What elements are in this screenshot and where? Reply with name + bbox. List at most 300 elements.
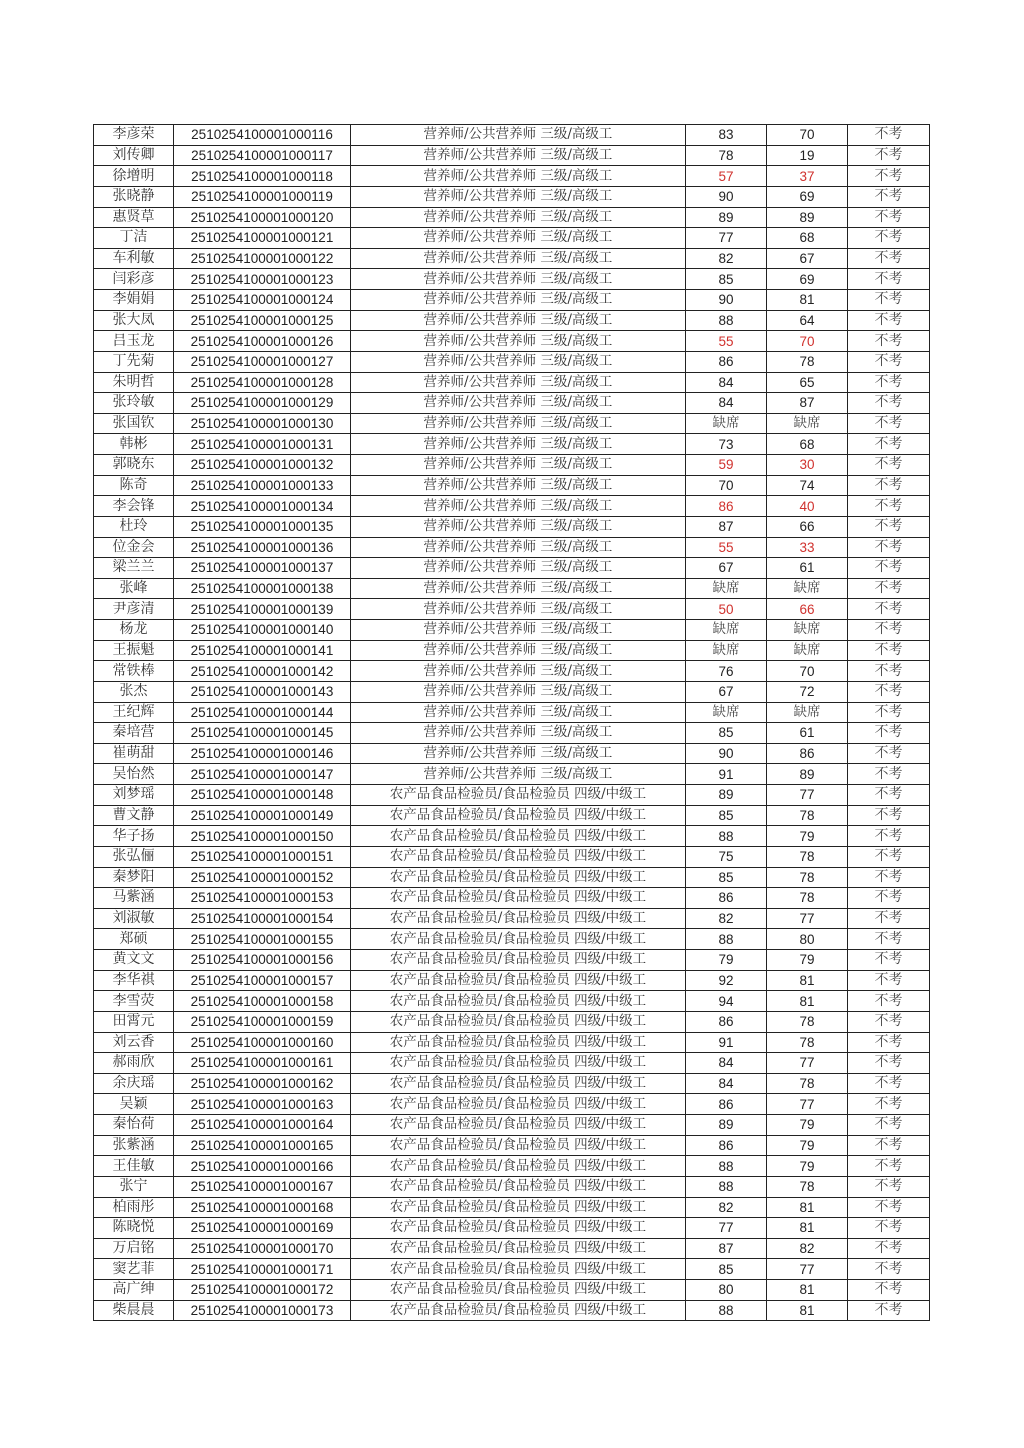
occupation-level: 农产品食品检验员/食品检验员 四级/中级工 [351,1176,686,1197]
theory-score: 89 [686,207,767,228]
candidate-name: 吴颖 [94,1094,174,1115]
exam-status: 不考 [848,723,930,744]
exam-status: 不考 [848,1115,930,1136]
table-row [94,186,930,207]
skill-score: 70 [767,331,848,352]
candidate-name: 秦梦阳 [94,867,174,888]
occupation-level: 营养师/公共营养师 三级/高级工 [351,475,686,496]
candidate-id: 2510254100001000168 [174,1197,351,1218]
theory-score: 92 [686,970,767,991]
occupation-level: 营养师/公共营养师 三级/高级工 [351,269,686,290]
exam-status: 不考 [848,599,930,620]
candidate-name: 位金会 [94,537,174,558]
theory-score: 缺席 [686,640,767,661]
candidate-name: 丁洁 [94,228,174,249]
exam-status: 不考 [848,413,930,434]
exam-status: 不考 [848,455,930,476]
candidate-id: 2510254100001000156 [174,950,351,971]
candidate-id: 2510254100001000135 [174,516,351,537]
skill-score: 69 [767,186,848,207]
table-row [94,867,930,888]
exam-status: 不考 [848,1011,930,1032]
candidate-id: 2510254100001000173 [174,1300,351,1321]
table-row [94,888,930,909]
occupation-level: 农产品食品检验员/食品检验员 四级/中级工 [351,991,686,1012]
candidate-name: 郭晓东 [94,455,174,476]
exam-status: 不考 [848,434,930,455]
candidate-id: 2510254100001000128 [174,372,351,393]
candidate-name: 秦培营 [94,723,174,744]
table-row [94,455,930,476]
candidate-id: 2510254100001000133 [174,475,351,496]
occupation-level: 营养师/公共营养师 三级/高级工 [351,434,686,455]
table-row [94,620,930,641]
theory-score: 82 [686,1197,767,1218]
theory-score: 86 [686,351,767,372]
candidate-name: 马紫涵 [94,888,174,909]
candidate-id: 2510254100001000166 [174,1156,351,1177]
occupation-level: 营养师/公共营养师 三级/高级工 [351,290,686,311]
exam-status: 不考 [848,1073,930,1094]
table-row [94,681,930,702]
candidate-name: 李会锋 [94,496,174,517]
skill-score: 78 [767,1176,848,1197]
occupation-level: 营养师/公共营养师 三级/高级工 [351,351,686,372]
occupation-level: 营养师/公共营养师 三级/高级工 [351,496,686,517]
table-row [94,537,930,558]
skill-score: 81 [767,1300,848,1321]
theory-score: 88 [686,1300,767,1321]
skill-score: 80 [767,929,848,950]
theory-score: 82 [686,908,767,929]
theory-score: 86 [686,1011,767,1032]
candidate-id: 2510254100001000155 [174,929,351,950]
theory-score: 88 [686,310,767,331]
theory-score: 90 [686,186,767,207]
occupation-level: 营养师/公共营养师 三级/高级工 [351,537,686,558]
candidate-name: 秦怡荷 [94,1115,174,1136]
exam-status: 不考 [848,743,930,764]
skill-score: 37 [767,166,848,187]
candidate-name: 柴晨晨 [94,1300,174,1321]
exam-status: 不考 [848,186,930,207]
table-row [94,372,930,393]
candidate-name: 王佳敏 [94,1156,174,1177]
candidate-id: 2510254100001000167 [174,1176,351,1197]
exam-status: 不考 [848,166,930,187]
occupation-level: 农产品食品检验员/食品检验员 四级/中级工 [351,1259,686,1280]
theory-score: 67 [686,558,767,579]
candidate-id: 2510254100001000161 [174,1053,351,1074]
theory-score: 77 [686,228,767,249]
theory-score: 85 [686,1259,767,1280]
candidate-name: 张紫涵 [94,1135,174,1156]
table-row [94,1259,930,1280]
exam-status: 不考 [848,888,930,909]
occupation-level: 农产品食品检验员/食品检验员 四级/中级工 [351,929,686,950]
candidate-id: 2510254100001000117 [174,145,351,166]
skill-score: 81 [767,1280,848,1301]
theory-score: 缺席 [686,702,767,723]
table-row [94,1011,930,1032]
theory-score: 55 [686,537,767,558]
table-row [94,846,930,867]
candidate-id: 2510254100001000160 [174,1032,351,1053]
skill-score: 72 [767,681,848,702]
skill-score: 61 [767,723,848,744]
theory-score: 80 [686,1280,767,1301]
exam-status: 不考 [848,970,930,991]
exam-status: 不考 [848,537,930,558]
candidate-name: 王振魁 [94,640,174,661]
occupation-level: 农产品食品检验员/食品检验员 四级/中级工 [351,1094,686,1115]
occupation-level: 营养师/公共营养师 三级/高级工 [351,661,686,682]
skill-score: 79 [767,1115,848,1136]
skill-score: 缺席 [767,702,848,723]
table-row [94,290,930,311]
occupation-level: 农产品食品检验员/食品检验员 四级/中级工 [351,908,686,929]
occupation-level: 营养师/公共营养师 三级/高级工 [351,578,686,599]
theory-score: 缺席 [686,620,767,641]
exam-status: 不考 [848,702,930,723]
table-row [94,970,930,991]
skill-score: 78 [767,867,848,888]
table-row [94,743,930,764]
candidate-id: 2510254100001000146 [174,743,351,764]
skill-score: 78 [767,888,848,909]
table-row [94,1176,930,1197]
theory-score: 85 [686,269,767,290]
table-row [94,1280,930,1301]
candidate-id: 2510254100001000148 [174,785,351,806]
skill-score: 19 [767,145,848,166]
theory-score: 57 [686,166,767,187]
skill-score: 64 [767,310,848,331]
skill-score: 缺席 [767,620,848,641]
theory-score: 90 [686,290,767,311]
table-row [94,1135,930,1156]
theory-score: 77 [686,1218,767,1239]
theory-score: 83 [686,125,767,146]
exam-status: 不考 [848,764,930,785]
exam-status: 不考 [848,207,930,228]
occupation-level: 营养师/公共营养师 三级/高级工 [351,516,686,537]
exam-status: 不考 [848,496,930,517]
occupation-level: 农产品食品检验员/食品检验员 四级/中级工 [351,1032,686,1053]
candidate-name: 李雪荧 [94,991,174,1012]
candidate-name: 郝雨欣 [94,1053,174,1074]
candidate-name: 华子扬 [94,826,174,847]
candidate-id: 2510254100001000151 [174,846,351,867]
theory-score: 73 [686,434,767,455]
candidate-name: 陈晓悦 [94,1218,174,1239]
theory-score: 86 [686,1135,767,1156]
candidate-name: 张弘俪 [94,846,174,867]
table-row [94,248,930,269]
occupation-level: 营养师/公共营养师 三级/高级工 [351,640,686,661]
exam-status: 不考 [848,1053,930,1074]
table-row [94,1197,930,1218]
occupation-level: 营养师/公共营养师 三级/高级工 [351,558,686,579]
candidate-name: 李华祺 [94,970,174,991]
occupation-level: 农产品食品检验员/食品检验员 四级/中级工 [351,1073,686,1094]
table-row [94,950,930,971]
occupation-level: 营养师/公共营养师 三级/高级工 [351,310,686,331]
exam-status: 不考 [848,1300,930,1321]
exam-status: 不考 [848,331,930,352]
skill-score: 缺席 [767,578,848,599]
candidate-name: 吕玉龙 [94,331,174,352]
candidate-name: 惠贤草 [94,207,174,228]
exam-status: 不考 [848,248,930,269]
occupation-level: 营养师/公共营养师 三级/高级工 [351,413,686,434]
occupation-level: 农产品食品检验员/食品检验员 四级/中级工 [351,950,686,971]
candidate-name: 柏雨彤 [94,1197,174,1218]
theory-score: 86 [686,496,767,517]
candidate-id: 2510254100001000116 [174,125,351,146]
exam-status: 不考 [848,908,930,929]
candidate-id: 2510254100001000157 [174,970,351,991]
occupation-level: 农产品食品检验员/食品检验员 四级/中级工 [351,1197,686,1218]
theory-score: 88 [686,1156,767,1177]
exam-status: 不考 [848,558,930,579]
table-row [94,1053,930,1074]
theory-score: 89 [686,1115,767,1136]
exam-status: 不考 [848,620,930,641]
occupation-level: 农产品食品检验员/食品检验员 四级/中级工 [351,846,686,867]
candidate-name: 闫彩彦 [94,269,174,290]
theory-score: 缺席 [686,578,767,599]
table-row [94,1032,930,1053]
occupation-level: 营养师/公共营养师 三级/高级工 [351,248,686,269]
skill-score: 68 [767,228,848,249]
table-row [94,723,930,744]
exam-status: 不考 [848,1176,930,1197]
theory-score: 91 [686,1032,767,1053]
exam-status: 不考 [848,1218,930,1239]
theory-score: 75 [686,846,767,867]
table-row [94,207,930,228]
table-row [94,516,930,537]
theory-score: 缺席 [686,413,767,434]
skill-score: 78 [767,1073,848,1094]
occupation-level: 农产品食品检验员/食品检验员 四级/中级工 [351,1156,686,1177]
exam-status: 不考 [848,867,930,888]
candidate-id: 2510254100001000142 [174,661,351,682]
exam-status: 不考 [848,846,930,867]
skill-score: 缺席 [767,413,848,434]
skill-score: 78 [767,1011,848,1032]
candidate-name: 徐增明 [94,166,174,187]
theory-score: 85 [686,867,767,888]
exam-status: 不考 [848,372,930,393]
candidate-name: 张晓静 [94,186,174,207]
occupation-level: 营养师/公共营养师 三级/高级工 [351,681,686,702]
occupation-level: 农产品食品检验员/食品检验员 四级/中级工 [351,1135,686,1156]
skill-score: 66 [767,599,848,620]
skill-score: 74 [767,475,848,496]
candidate-name: 车利敏 [94,248,174,269]
theory-score: 85 [686,805,767,826]
candidate-name: 刘云香 [94,1032,174,1053]
candidate-id: 2510254100001000163 [174,1094,351,1115]
skill-score: 69 [767,269,848,290]
theory-score: 82 [686,248,767,269]
occupation-level: 农产品食品检验员/食品检验员 四级/中级工 [351,1053,686,1074]
occupation-level: 营养师/公共营养师 三级/高级工 [351,599,686,620]
theory-score: 76 [686,661,767,682]
candidate-name: 窦艺菲 [94,1259,174,1280]
candidate-id: 2510254100001000122 [174,248,351,269]
exam-status: 不考 [848,393,930,414]
table-row [94,1238,930,1259]
occupation-level: 农产品食品检验员/食品检验员 四级/中级工 [351,805,686,826]
candidate-name: 张大凤 [94,310,174,331]
skill-score: 78 [767,351,848,372]
skill-score: 79 [767,1156,848,1177]
exam-status: 不考 [848,1197,930,1218]
occupation-level: 农产品食品检验员/食品检验员 四级/中级工 [351,1115,686,1136]
skill-score: 40 [767,496,848,517]
table-row [94,269,930,290]
skill-score: 30 [767,455,848,476]
skill-score: 79 [767,1135,848,1156]
candidate-name: 杨龙 [94,620,174,641]
exam-status: 不考 [848,991,930,1012]
skill-score: 79 [767,950,848,971]
candidate-id: 2510254100001000129 [174,393,351,414]
table-row [94,1300,930,1321]
skill-score: 87 [767,393,848,414]
skill-score: 77 [767,908,848,929]
candidate-id: 2510254100001000165 [174,1135,351,1156]
candidate-name: 吴怡然 [94,764,174,785]
skill-score: 81 [767,1218,848,1239]
occupation-level: 农产品食品检验员/食品检验员 四级/中级工 [351,826,686,847]
occupation-level: 营养师/公共营养师 三级/高级工 [351,331,686,352]
candidate-name: 张玲敏 [94,393,174,414]
exam-status: 不考 [848,1094,930,1115]
theory-score: 55 [686,331,767,352]
occupation-level: 营养师/公共营养师 三级/高级工 [351,764,686,785]
skill-score: 78 [767,846,848,867]
candidate-id: 2510254100001000119 [174,186,351,207]
occupation-level: 农产品食品检验员/食品检验员 四级/中级工 [351,888,686,909]
skill-score: 78 [767,805,848,826]
exam-status: 不考 [848,125,930,146]
theory-score: 84 [686,1073,767,1094]
table-row [94,826,930,847]
skill-score: 61 [767,558,848,579]
table-row [94,351,930,372]
occupation-level: 营养师/公共营养师 三级/高级工 [351,145,686,166]
theory-score: 67 [686,681,767,702]
table-row [94,145,930,166]
skill-score: 81 [767,991,848,1012]
theory-score: 87 [686,516,767,537]
theory-score: 86 [686,1094,767,1115]
table-row [94,434,930,455]
candidate-id: 2510254100001000137 [174,558,351,579]
table-row [94,310,930,331]
candidate-id: 2510254100001000170 [174,1238,351,1259]
exam-status: 不考 [848,145,930,166]
occupation-level: 营养师/公共营养师 三级/高级工 [351,723,686,744]
candidate-name: 陈奇 [94,475,174,496]
table-row [94,228,930,249]
candidate-id: 2510254100001000144 [174,702,351,723]
candidate-name: 王纪辉 [94,702,174,723]
candidate-id: 2510254100001000159 [174,1011,351,1032]
candidate-id: 2510254100001000125 [174,310,351,331]
exam-status: 不考 [848,640,930,661]
theory-score: 94 [686,991,767,1012]
candidate-name: 黄文文 [94,950,174,971]
table-row [94,578,930,599]
candidate-name: 高广绅 [94,1280,174,1301]
candidate-name: 余庆瑶 [94,1073,174,1094]
theory-score: 70 [686,475,767,496]
candidate-id: 2510254100001000149 [174,805,351,826]
skill-score: 70 [767,125,848,146]
table-row [94,558,930,579]
table-row [94,125,930,146]
candidate-id: 2510254100001000169 [174,1218,351,1239]
candidate-name: 李娟娟 [94,290,174,311]
occupation-level: 营养师/公共营养师 三级/高级工 [351,620,686,641]
exam-status: 不考 [848,475,930,496]
skill-score: 81 [767,290,848,311]
candidate-name: 张宁 [94,1176,174,1197]
candidate-id: 2510254100001000139 [174,599,351,620]
table-row [94,640,930,661]
occupation-level: 农产品食品检验员/食品检验员 四级/中级工 [351,1238,686,1259]
exam-status: 不考 [848,269,930,290]
candidate-id: 2510254100001000126 [174,331,351,352]
candidate-id: 2510254100001000118 [174,166,351,187]
candidate-id: 2510254100001000138 [174,578,351,599]
candidate-id: 2510254100001000152 [174,867,351,888]
candidate-name: 丁先菊 [94,351,174,372]
occupation-level: 农产品食品检验员/食品检验员 四级/中级工 [351,1300,686,1321]
exam-status: 不考 [848,228,930,249]
candidate-id: 2510254100001000124 [174,290,351,311]
candidate-name: 李彦荣 [94,125,174,146]
candidate-id: 2510254100001000153 [174,888,351,909]
theory-score: 90 [686,743,767,764]
candidate-id: 2510254100001000171 [174,1259,351,1280]
skill-score: 77 [767,1259,848,1280]
skill-score: 86 [767,743,848,764]
exam-status: 不考 [848,1259,930,1280]
skill-score: 77 [767,1053,848,1074]
theory-score: 84 [686,393,767,414]
exam-status: 不考 [848,290,930,311]
skill-score: 89 [767,764,848,785]
candidate-name: 刘传卿 [94,145,174,166]
occupation-level: 营养师/公共营养师 三级/高级工 [351,372,686,393]
table-row [94,908,930,929]
skill-score: 89 [767,207,848,228]
candidate-id: 2510254100001000140 [174,620,351,641]
exam-status: 不考 [848,785,930,806]
skill-score: 33 [767,537,848,558]
theory-score: 79 [686,950,767,971]
candidate-name: 刘淑敏 [94,908,174,929]
table-row [94,599,930,620]
exam-status: 不考 [848,1156,930,1177]
candidate-id: 2510254100001000132 [174,455,351,476]
